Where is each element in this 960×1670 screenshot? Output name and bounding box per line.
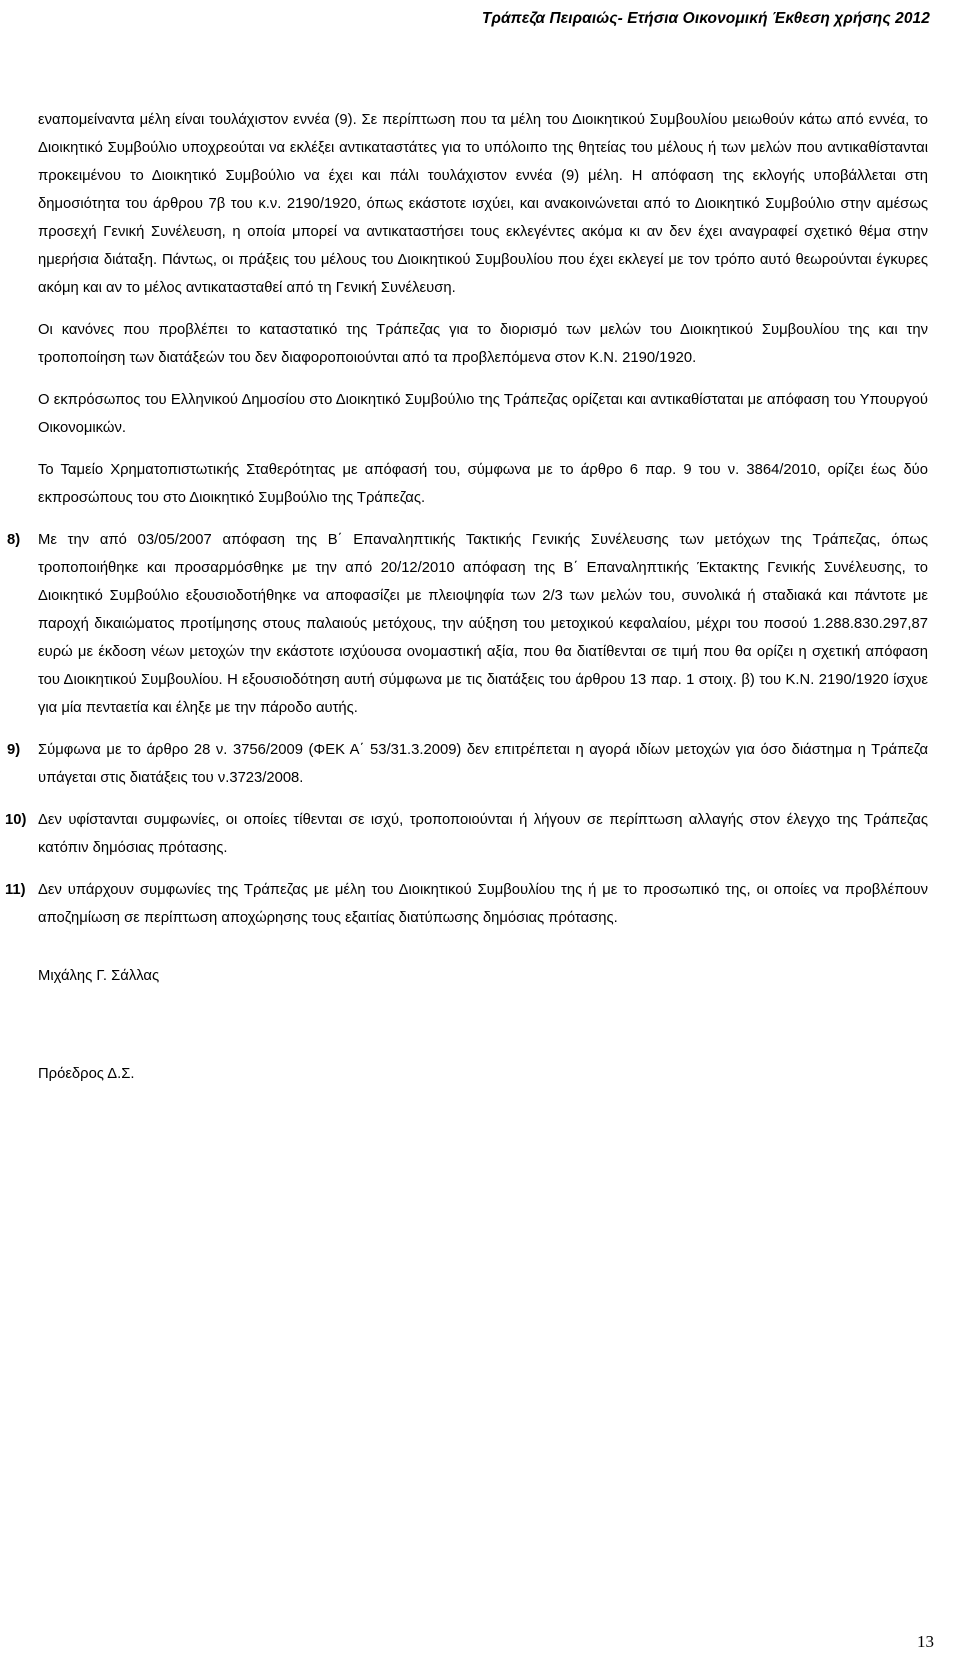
list-item-11 (5, 876, 928, 932)
item-text: Δεν υφίστανται συμφωνίες, οι οποίες τίθενται σε ισχύ, τροποποιούνται ή λήγουν σε περίπτωση αλλαγής στον έλεγχο της Τράπεζας κατόπιν δημόσιας πρότασης. (38, 812, 928, 856)
item-number: 9) (7, 742, 21, 758)
item-number: 10) (5, 812, 27, 828)
item-text: Σύμφωνα με το άρθρο 28 ν. 3756/2009 (ΦΕΚ Α΄ 53/31.3.2009) δεν επιτρέπεται η αγορά ιδίων μετοχών για όσο διάστημα η Τράπεζα υπάγεται στις διατάξεις του ν.3723/2008. (38, 742, 928, 786)
document-body (5, 106, 928, 1088)
running-header: Τράπεζα Πειραιώς- Ετήσια Οικονομική Έκθεση χρήσης 2012 (481, 10, 930, 27)
item-text: Με την από 03/05/2007 απόφαση της Β΄ Επαναληπτικής Τακτικής Γενικής Συνέλευσης των μετόχων της Τράπεζας, όπως τροποποιήθηκε και προσαρμόσθηκε με την από 20/12/2010 απόφαση της Β΄ Επαναληπτικής Έκτακτης Γενικής Συνέλευσης, το Διοικητικό Συμβούλιο εξουσιοδοτήθηκε να αποφασίζει με πλειοψηφία των 2/3 των μελών του, συνολικά ή σταδιακά και πάντοτε με παροχή δικαιώματος προτίμησης στους παλαιούς μετόχους, την αύξηση του μετοχικού κεφαλαίου, μέχρι του ποσού 1.288.830.297,87 ευρώ με έκδοση νέων μετοχών την εκάστοτε ισχύουσα ονομαστική αξία, που θα διατίθενται σε τιμή που θα ορίζει η σχετική απόφαση του Διοικητικού Συμβουλίου. Η εξουσιοδότηση αυτή σύμφωνα με τις διατάξεις του άρθρου 13 παρ. 1 στοιχ. β) του Κ.Ν. 2190/1920 ίσχυε για μία πενταετία και έληξε με την πάροδο αυτής. (38, 532, 928, 716)
list-item-10 (5, 806, 928, 862)
signature-name: Μιχάλης Γ. Σάλλας (38, 968, 160, 984)
item-number: 8) (7, 532, 21, 548)
item-text: Δεν υπάρχουν συμφωνίες της Τράπεζας με μέλη του Διοικητικού Συμβουλίου της ή με το προσωπικό της, οι οποίες να προβλέπουν αποζημίωση σε περίπτωση αποχώρησης τους εξαιτίας διατύπωσης δημόσιας πρότασης. (38, 882, 928, 926)
list-item-9 (7, 736, 928, 792)
page-number: 13 (917, 1632, 934, 1651)
list-item-8 (7, 526, 928, 722)
item-number: 11) (5, 882, 26, 898)
paragraph-hfsf-representatives: Το Ταμείο Χρηματοπιστωτικής Σταθερότητας με απόφασή του, σύμφωνα με το άρθρο 6 παρ. 9 του ν. 3864/2010, ορίζει έως δύο εκπροσώπους του στο Διοικητικό Συμβούλιο της Τράπεζας. (38, 462, 928, 506)
signature-title: Πρόεδρος Δ.Σ. (38, 1066, 135, 1082)
paragraph-appointment-rules: Οι κανόνες που προβλέπει το καταστατικό της Τράπεζας για το διορισμό των μελών του Διοικητικού Συμβουλίου της και την τροποποίηση των διατάξεών του δεν διαφοροποιούνται από τα προβλεπόμενα στον Κ.Ν. 2190/1920. (38, 322, 928, 366)
paragraph-state-representative: Ο εκπρόσωπος του Ελληνικού Δημοσίου στο Διοικητικό Συμβούλιο της Τράπεζας ορίζεται και αντικαθίσταται με απόφαση του Υπουργού Οικονομικών. (38, 392, 928, 436)
paragraph-board-replacement: εναπομείναντα μέλη είναι τουλάχιστον εννέα (9). Σε περίπτωση που τα μέλη του Διοικητικού Συμβουλίου μειωθούν κάτω από εννέα, το Διοικητικό Συμβούλιο υποχρεούται να εκλέξει αντικαταστάτες για το υπόλοιπο της θητείας του μέλους ή των μελών που αντικαθίστανται προκειμένου το Διοικητικό Συμβούλιο να έχει και πάλι τουλάχιστον εννέα (9) μέλη. Η απόφαση της εκλογής υποβάλλεται στη δημοσιότητα του άρθρου 7β του κ.ν. 2190/1920, όπως εκάστοτε ισχύει, και ανακοινώνεται από το Διοικητικό Συμβούλιο στην αμέσως προσεχή Γενική Συνέλευση, η οποία μπορεί να αντικαταστήσει τους εκλεγέντες ακόμα κι αν δεν έχει αναγραφεί σχετικό θέμα στην ημερήσια διάταξη. Πάντως, οι πράξεις του μέλους του Διοικητικού Συμβουλίου που έχει εκλεγεί με τον τρόπο αυτό θεωρούνται έγκυρες ακόμη και αν το μέλος αντικατασταθεί από τη Γενική Συνέλευση. (38, 112, 928, 296)
